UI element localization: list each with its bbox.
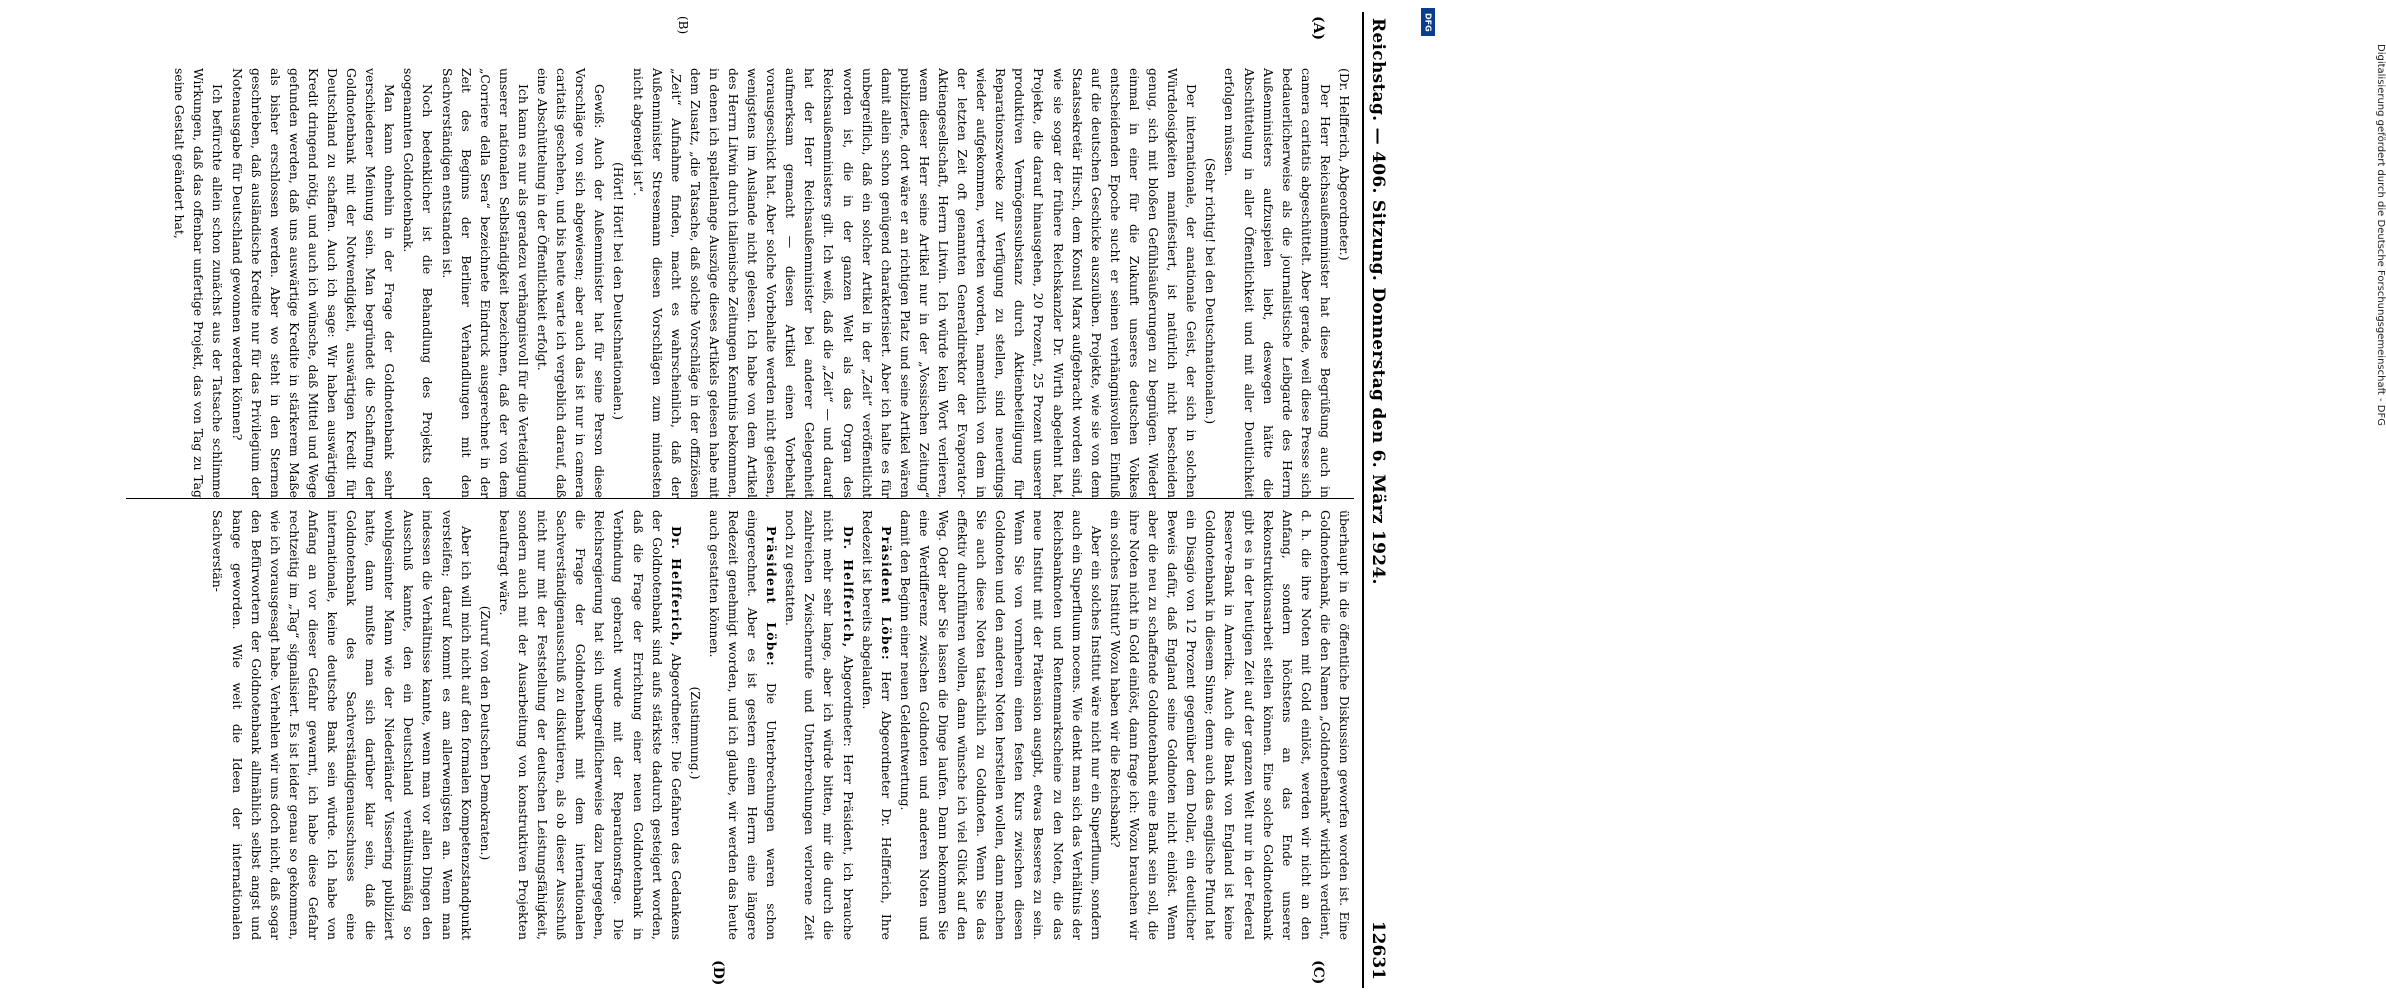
speech-paragraph — [781, 510, 857, 940]
speech-text: Herr Abgeordneter Dr. Helfferich, Ihre Redezeit ist bereits abgelaufen. — [859, 510, 894, 940]
speaker-label: (Dr. Helfferich, Abgeordneter.) — [1337, 68, 1352, 261]
speaker-name: Präsident Löbe: — [878, 526, 894, 661]
speech-paragraph — [858, 510, 896, 940]
speech-text: Die Unterbrechungen waren schon eingerechnet. Aber es ist gestern einem Herrn eine längere Redezeit genehmigt worden, und ich glaube, wir werden das heute auch gestatten können. — [706, 510, 780, 941]
margin-mark-d: (D) — [710, 960, 726, 986]
speaker-name: Dr. Helfferich, — [840, 526, 856, 649]
body-paragraph: Man kann ohnehin in der Frage der Goldnotenbank sehr verschiedener Meinung sein. Man begründet die Schaffung der Goldnotenbank mit der Notwendigkeit, auswärtigen Kredit für Deutschland zu schaffen. Auch ich sage: Wir haben auswärtigen Kredit dringend nötig, und auch ich wünsche, daß Mittel und Wege gefunden werden, daß uns auswärtige Kredite in stärkerem Maße als bisher erschlossen werden. Aber wo steht in den Sternen geschrieben, daß ausländische Kredite nur für das Privilegium der Notenausgabe für Deutschland gewonnen werden können? — [229, 68, 398, 498]
interjection: (Sehr richtig! bei den Deutschnationalen.) — [1203, 157, 1219, 425]
interjection: (Hört! Hört! bei den Deutschnationalen.) — [611, 161, 627, 421]
body-paragraph: Aber ein solches Institut wäre nicht nur ein Superfluum, sondern auch ein Superfluum nocens. Wie denkt man sich das Verhältnis der Reichsbanknoten und Rentenmarkscheine zu den Noten, die das neue Institut mit der Prätension ausgibt, etwas Besseres zu sein. Wenn Sie von vornherein einen festen Kurs zwischen diesen Goldnoten und den anderen Noten herstellen wollen, dann machen Sie auch diese Noten tatsächlich zu Goldnoten. Wenn Sie das effektiv durchführen wollen, dann wünsche ich viel Glück auf den Weg. Oder aber Sie lassen die Dinge laufen. Dann bekommen Sie eine Werdifferenz zwischen Goldnoten und anderen Noten und damit den Beginn einer neuen Geldentwertung. — [897, 510, 1104, 940]
speaker-name: Dr. Helfferich, — [668, 526, 684, 648]
digitization-note-strip — [1386, 0, 2386, 1000]
column-divider — [126, 498, 1354, 499]
speech-paragraph — [705, 510, 781, 940]
header-rule — [1362, 12, 1364, 988]
left-text-column — [119, 68, 1354, 498]
page-number: 12631 — [1368, 920, 1388, 980]
running-header: Reichstag. — 406. Sitzung. Donnerstag den 6. März 1924. — [1368, 18, 1388, 585]
speaker-name: Präsident Löbe: — [764, 526, 780, 667]
body-paragraph: Ich befürchte allein schon zunächst aus der Tatsache schlimme Wirkungen, daß das offenbar unfertige Projekt, das von Tag zu Tag seine Gestalt geändert hat, — [172, 68, 226, 498]
speech-paragraph — [495, 510, 686, 940]
margin-mark-c: (C) — [1310, 960, 1326, 985]
speech-text: Abgeordneter: Die Gefahren des Gedankens der Goldnotenbank sind aufs stärkste dadurch gesteigert worden, daß die Frage der Errichtung einer neuen Goldnotenbank in Verbindung gebracht wurde mit der Reparationsfrage. Die Reichsregierung hat sich unbegreiflicherweise dazu hergegeben, die Frage der Goldnotenbank mit dem internationalen Sachverständigenausschuß zu diskutieren, als ob dieser Ausschuß nicht nur mit der Feststellung der deutschen Leistungsfähigkeit, sondern auch mit der Ausarbeitung von konstruktiven Projekten beauftragt wäre. — [496, 510, 684, 940]
margin-mark-a: (A) — [1310, 16, 1326, 41]
body-paragraph: Der Herr Reichsaußenminister hat diese Begrüßung auch in camera caritatis abgeschüttelt. Aber gerade, weil diese Presse sich bedauerlicherweise als die journalistische Leibgarde des Herrn Außenministers aufzuspielen liebt, deswegen hätte die Abschüttelung in aller Öffentlichkeit und mit aller Deutlichkeit erfolgen müssen. — [1222, 68, 1333, 498]
interjection: (Zuruf von den Deutschen Demokraten.) — [477, 605, 493, 861]
interjection: (Zustimmung.) — [687, 686, 703, 780]
body-paragraph: Ich kann es nur als geradezu verhängnisvoll für die Verteidigung unserer nationalen Selbständigkeit bezeichnen, daß der von dem „Corriere della Sera“ bezeichnete Eindruck ausgerechnet in der Zeit des Beginns der Berliner Verhandlungen mit den Sachverständigen entstanden ist. — [439, 68, 531, 498]
body-paragraph: Der internationale, der anationale Geist, der sich in solchen Würdelosigkeiten manifestiert, ist natürlich nicht bescheiden genug, sich mit bloßen Gefühlsäußerungen zu begnügen. Wieder einmal in einer für die Zukunft unseres deutschen Volkes entscheidenden Epoche sucht er seinen verhängnisvollen Einfluß auf die deutschen Geschicke auszuüben. Projekte, wie sie von dem Staatssekretär Hirsch, dem Konsul Marx aufgebracht worden sind, wie sie sogar der frühere Reichskanzler Dr. Wirth abgelehnt hat, Projekte, die darauf hinausgehen, 20 Prozent, 25 Prozent unserer produktiven Vermögenssubstanz durch Aktienbeteiligung für Reparationszwecke zur Verfügung zu stellen, sind neuerdings wieder aufgekommen, vertreten worden, namentlich von dem in der letzten Zeit oft genannten Generaldirektor der Evaporator-Aktiengesellschaft, Herrn Litwin. Ich würde kein Wort verlieren, wenn dieser Herr seine Artikel nur in der „Vossischen Zeitung“ publizierte, dort wäre er an richtigen Platz und seine Artikel wären damit allein schon genügend charakterisiert. Aber ich halte es für unbegreiflich, daß ein solcher Artikel in der „Zeit“ veröffentlicht worden ist, die in der ganzen Welt als das Organ des Reichsaußenministers gilt. Ich weiß, daß die „Zeit“ — und darauf hat der Herr Reichsaußenminister bei anderer Gelegenheit aufmerksam gemacht — diesen Artikel einen Vorbehalt vorausgeschickt hat. Aber solche Vorbehalte werden nicht gelesen, wenigstens im Auslande nicht gelesen. Ich habe von dem Artikel des Herrn Litwin durch italienische Zeitungen Kenntnis bekommen, in denen ich spaltenlange Auszüge dieses Artikels gelesen habe mit dem Zusatz, „die Tatsache, daß solche Vorschläge in der offiziösen „Zeit“ Aufnahme finden, macht es wahrscheinlich, daß der Außenminister Stresemann diesen Vorschlägen zum mindesten nicht abgeneigt ist“. — [630, 68, 1200, 498]
body-paragraph: überhaupt in die öffentliche Diskussion geworfen worden ist. Eine Goldnotenbank, die den Namen „Goldnotenbank“ wirklich verdient, d. h. die ihre Noten mit Gold einlöst, werden wir nicht an den Anfang, sondern höchstens an das Ende unserer Rekonstruktionsarbeit stellen können. Eine solche Goldnotenbank gibt es in der heutigen Zeit auf der ganzen Welt nur in der Federal Reserve-Bank in Amerika. Auch die Bank von England ist keine Goldnotenbank in diesem Sinne; denn auch das englische Pfund hat ein Disagio von 12 Prozent gegenüber dem Dollar, ein deutlicher Beweis dafür, daß England seine Goldnoten nicht einlöst. Wenn aber die neu zu schaffende Goldnotenbank eine Bank sein soll, die ihre Noten nicht in Gold einlöst, dann frage ich: Wozu brauchen wir ein solches Institut? Wozu haben wir die Reichsbank? — [1107, 510, 1352, 940]
right-text-column — [119, 510, 1354, 940]
body-paragraph: Gewiß: Auch der Außenminister hat für seine Person diese Vorschläge von sich abgewiesen; aber auch das ist nur in camera caritatis geschehen, und bis heute warte ich vergeblich darauf, daß eine Abschüttelung in der Öffentlichkeit erfolgt. — [535, 68, 608, 498]
body-paragraph: Aber ich will mich nicht auf den formalen Kompetenzstandpunkt versteifen; darauf kommt es am allerwenigsten an. Wenn man indessen die Verhältnisse kannte, wenn man vor allen Dingen den Ausschuß kannte, den ein Deutschland verhältnismäßig so wohlgesinnter Mann wie der Niederländer Vissering publiziert hatte, dann mußte man sich darüber klar sein, daß die Goldnotenbank des Sachverständigenausschusses eine internationale, keine deutsche Bank sein würde. Ich habe von Anfang an vor dieser Gefahr gewarnt, ich habe diese Gefahr rechtzeitig im „Tag“ signalisiert. Es ist leider genau so gekommen, wie ich vorausgesagt habe. Verhehlen wir uns doch nicht, daß sogar den Befürwortern der Goldnotenbank allmählich selbst angst und bange geworden. Wie weit die Ideen der internationalen Sachverstän- — [210, 510, 474, 940]
body-paragraph: Noch bedenklicher ist die Behandlung des Projekts der sogenannten Goldnotenbank. — [401, 68, 436, 498]
margin-mark-b: (B) — [676, 16, 690, 35]
digitization-note: Digitalisierung gefördert durch die Deutsche Forschungsgemeinschaft - DFG — [2375, 44, 2386, 427]
dfg-logo: DFG — [1421, 8, 1435, 36]
speech-text: Abgeordneter: Herr Präsident, ich brauche nicht mehr sehr lange, aber ich würde bitten, mir die durch die zahlreichen Zwischenrufe und Unterbrechungen verlorene Zeit noch zu gestatten. — [783, 510, 856, 940]
